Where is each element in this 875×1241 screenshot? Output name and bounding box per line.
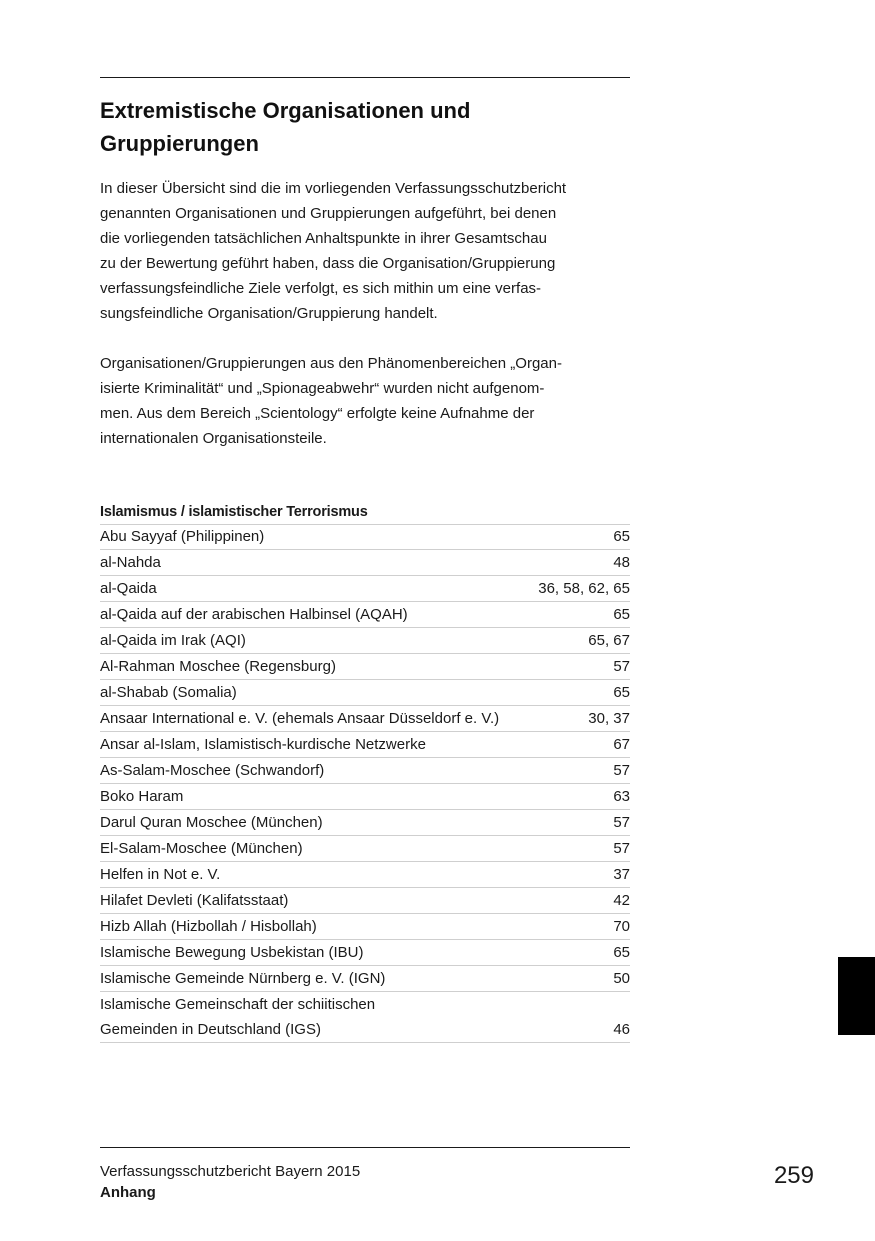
table-row — [100, 680, 630, 706]
page-references: 46 — [613, 1021, 630, 1038]
page-references: 42 — [613, 892, 630, 909]
intro-paragraph-2: Organisationen/Gruppierungen aus den Phänomenbereichen „Organ- isierte Kriminalität“ und „Spionageabwehr“ wurden nicht aufgenom- men. Aus dem Bereich „Scientology“ erfolgte keine Aufnahme der internationalen Organisationsteile. — [100, 355, 562, 447]
footer-section: Anhang — [100, 1184, 156, 1201]
page-references: 65, 67 — [588, 632, 630, 649]
page-references: 67 — [613, 736, 630, 753]
table-row — [100, 836, 630, 862]
organization-name: Al-Rahman Moschee (Regensburg) — [100, 658, 336, 675]
footer-publication: Verfassungsschutzbericht Bayern 2015 — [100, 1163, 361, 1180]
page-references: 63 — [613, 788, 630, 805]
page-references: 30, 37 — [588, 710, 630, 727]
chapter-thumb-tab — [838, 957, 875, 1035]
table-row — [100, 550, 630, 576]
page-title: Extremistische Organisationen und Gruppierungen — [100, 98, 471, 156]
organization-name: Boko Haram — [100, 788, 184, 805]
page-references: 57 — [613, 840, 630, 857]
table-row — [100, 706, 630, 732]
table-row — [100, 810, 630, 836]
table-row — [100, 914, 630, 940]
page-references: 57 — [613, 762, 630, 779]
organization-name: al-Qaida im Irak (AQI) — [100, 632, 246, 649]
table-row — [100, 524, 630, 550]
page-references: 50 — [613, 970, 630, 987]
page-references: 70 — [613, 918, 630, 935]
table-row — [100, 862, 630, 888]
page-references: 57 — [613, 658, 630, 675]
table-row — [100, 784, 630, 810]
organization-name: al-Shabab (Somalia) — [100, 684, 237, 701]
organization-name: Ansaar International e. V. (ehemals Ansaar Düsseldorf e. V.) — [100, 710, 500, 727]
organization-name: Helfen in Not e. V. — [100, 866, 221, 883]
organization-list — [100, 524, 630, 1043]
page-references: 65 — [613, 606, 630, 623]
table-row — [100, 628, 630, 654]
table-row — [100, 732, 630, 758]
page-number: 259 — [773, 1162, 814, 1189]
table-row — [100, 966, 630, 992]
organization-name: al-Nahda — [100, 554, 161, 571]
page-references: 65 — [613, 944, 630, 961]
page-references: 65 — [613, 528, 630, 545]
table-row — [100, 602, 630, 628]
page-references: 37 — [613, 866, 630, 883]
table-row — [100, 576, 630, 602]
organization-name: Darul Quran Moschee (München) — [100, 814, 323, 831]
table-row — [100, 654, 630, 680]
organization-name: Islamische Gemeinschaft der schiitischen Gemeinden in Deutschland (IGS) — [100, 996, 376, 1038]
page-references: 36, 58, 62, 65 — [538, 580, 630, 597]
intro-text — [100, 176, 630, 476]
organization-name: al-Qaida auf der arabischen Halbinsel (AQAH) — [100, 606, 408, 623]
page-references: 57 — [613, 814, 630, 831]
footer-rule — [100, 1147, 630, 1148]
top-rule — [100, 77, 630, 78]
table-row — [100, 940, 630, 966]
organization-name: Islamische Gemeinde Nürnberg e. V. (IGN) — [100, 970, 386, 987]
organization-name: Ansar al-Islam, Islamistisch-kurdische Netzwerke — [100, 736, 426, 753]
organization-name: Hizb Allah (Hizbollah / Hisbollah) — [100, 918, 317, 935]
organization-name: Abu Sayyaf (Philippinen) — [100, 528, 265, 545]
page-references: 48 — [613, 554, 630, 571]
table-row — [100, 992, 630, 1043]
page-references: 65 — [613, 684, 630, 701]
section-heading: Islamismus / islamistischer Terrorismus — [100, 500, 630, 525]
table-row — [100, 758, 630, 784]
intro-paragraph-1: In dieser Übersicht sind die im vorliegenden Verfassungsschutzbericht genannten Organisationen und Gruppierungen aufgeführt, bei denen die vorliegenden tatsächlichen Anhaltspunkte in ihrer Gesamtschau zu der Bewertung geführt haben, dass die Organisation/Gruppierung verfassungsfeindliche Ziele verfolgt, es sich mithin um eine verfas- sungsfeindliche Organisation/Gruppierung handelt. — [100, 180, 567, 322]
organization-name: Islamische Bewegung Usbekistan (IBU) — [100, 944, 364, 961]
organization-name: El-Salam-Moschee (München) — [100, 840, 303, 857]
table-row — [100, 888, 630, 914]
organization-name: As-Salam-Moschee (Schwandorf) — [100, 762, 325, 779]
organization-name: al-Qaida — [100, 580, 157, 597]
organization-name: Hilafet Devleti (Kalifatsstaat) — [100, 892, 289, 909]
